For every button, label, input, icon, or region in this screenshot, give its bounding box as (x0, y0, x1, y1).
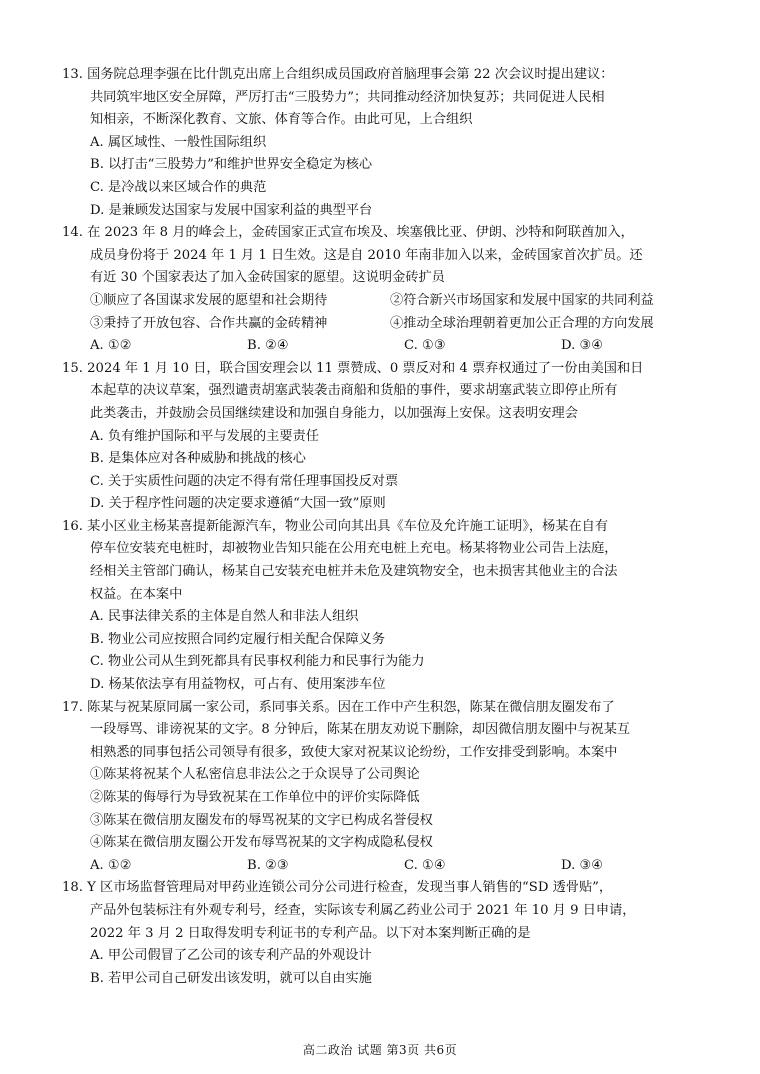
question-block (62, 697, 712, 878)
question-stem-line: 相熟悉的同事包括公司领导有很多，致使大家对祝某议论纷纷，工作安排受到影响。本案中 (90, 744, 618, 760)
answer-option: B. 若甲公司自己研发出该发明，就可以自由实施 (90, 970, 372, 986)
question-stem-line: 经相关主管部门确认，杨某自己安装充电桩并未危及建筑物安全，也未损害其他业主的合法 (90, 564, 618, 580)
question-stem-start: 18. Y 区市场监督管理局对甲药业连锁公司分公司进行检查，发现当事人销售的“SD 透骨贴”， (62, 880, 613, 896)
answer-choice: D. ③④ (561, 857, 604, 873)
question-stem-line: 权益。在本案中 (90, 586, 183, 602)
answer-option: C. 关于实质性问题的决定不得有常任理事国投反对票 (90, 473, 399, 489)
answer-choice: D. ③④ (561, 338, 604, 354)
statement-item: ④推动全球治理朝着更加公正合理的方向发展 (390, 315, 654, 331)
question-block (62, 222, 712, 358)
question-stem-line: 停车位安装充电桩时，却被物业告知只能在公用充电桩上充电。杨某将物业公司告上法庭， (90, 541, 618, 557)
answer-option: B. 以打击“三股势力”和维护世界安全稳定为核心 (90, 157, 373, 173)
statement-item: ②符合新兴市场国家和发展中国家的共同利益 (390, 292, 654, 308)
question-block (62, 64, 712, 222)
statement-item: ②陈某的侮辱行为导致祝某在工作单位中的评价实际降低 (90, 790, 420, 805)
answer-choice: B. ②④ (247, 338, 289, 354)
choice-row (62, 335, 712, 358)
question-stem-start: 15. 2024 年 1 月 10 日，联合国安理会以 11 票赞成、0 票反对和 4 票弃权通过了一份由美国和日 (62, 360, 644, 376)
question-stem-line: 知相亲，不断深化教育、文旅、体育等合作。由此可见，上合组织 (90, 112, 473, 128)
answer-option: B. 物业公司应按照合同约定履行相关配合保障义务 (90, 631, 386, 647)
question-stem-start: 14. 在 2023 年 8 月的峰会上，金砖国家正式宣布埃及、埃塞俄比亚、伊朗、沙特和阿联酋加入， (62, 225, 634, 241)
answer-option: D. 是兼顾发达国家与发展中国家利益的典型平台 (90, 202, 373, 218)
statement-item: ①陈某将祝某个人私密信息非法公之于众误导了公司舆论 (90, 767, 420, 783)
statement-list (62, 290, 712, 335)
answer-option: C. 是冷战以来区域合作的典范 (90, 179, 267, 195)
question-stem-start: 16. 某小区业主杨某喜提新能源汽车，物业公司向其出具《车位及允许施工证明》，杨某在自有 (62, 518, 609, 534)
answer-option: A. 负有维护国际和平与发展的主要责任 (90, 428, 319, 444)
question-block (62, 358, 712, 516)
question-stem-line: 成员身份将于 2024 年 1 月 1 日生效。这是自 2010 年南非加入以来，金砖国家首次扩员。还 (90, 247, 643, 263)
answer-option: A. 属区域性、一般性国际组织 (90, 134, 267, 150)
statement-item: ③秉持了开放包容、合作共赢的金砖精神 (90, 315, 328, 331)
question-block (62, 877, 712, 990)
choice-row (62, 855, 712, 878)
answer-option: B. 是集体应对各种威胁和挑战的核心 (90, 451, 306, 467)
answer-option: A. 民事法律关系的主体是自然人和非法人组织 (90, 609, 359, 625)
answer-choice: A. ①② (90, 338, 132, 354)
statement-item: ③陈某在微信朋友圈发布的辱骂祝某的文字已构成名誉侵权 (90, 812, 433, 828)
question-stem-line: 产品外包装标注有外观专利号，经查，实际该专利属乙药业公司于 2021 年 10 月 9 日申请， (90, 902, 636, 918)
answer-choice: B. ②③ (247, 857, 289, 873)
statement-item: ④陈某在微信朋友圈公开发布辱骂祝某的文字构成隐私侵权 (90, 835, 433, 851)
question-stem-line: 共同筑牢地区安全屏障，严厉打击“三股势力”；共同推动经济加快复苏；共同促进人民相 (90, 89, 605, 105)
question-block (62, 516, 712, 697)
question-stem-line: 此类袭击，并鼓励会员国继续建设和加强自身能力，以加强海上安保。这表明安理会 (90, 405, 578, 421)
question-stem-line: 有近 30 个国家表达了加入金砖国家的愿望。这说明金砖扩员 (90, 270, 445, 286)
answer-option: A. 甲公司假冒了乙公司的该专利产品的外观设计 (90, 948, 372, 964)
question-stem-start: 17. 陈某与祝某原同属一家公司，系同事关系。因在工作中产生积怨，陈某在微信朋友圈发布了 (62, 699, 615, 715)
answer-option: D. 杨某依法享有用益物权，可占有、使用案涉车位 (90, 677, 386, 693)
answer-option: D. 关于程序性问题的决定要求遵循“大国一致”原则 (90, 496, 386, 512)
question-stem-start: 13. 国务院总理李强在比什凯克出席上合组织成员国政府首脑理事会第 22 次会议时提出建议： (62, 67, 614, 82)
statement-list (62, 764, 712, 854)
question-list (62, 64, 712, 990)
answer-choice: C. ①④ (404, 857, 446, 873)
answer-choice: C. ①③ (404, 338, 446, 354)
answer-option: C. 物业公司从生到死都具有民事权利能力和民事行为能力 (90, 654, 425, 670)
question-stem-line: 本起草的决议草案，强烈谴责胡塞武装袭击商船和货船的事件，要求胡塞武装立即停止所有 (90, 383, 618, 399)
answer-choice: A. ①② (90, 857, 132, 873)
statement-item: ①顺应了各国谋求发展的愿望和社会期待 (90, 292, 328, 308)
question-stem-line: 2022 年 3 月 2 日取得发明专利证书的专利产品。以下对本案判断正确的是 (90, 925, 531, 941)
page-footer: 高二政治 试题 第3页 共6页 (302, 1043, 458, 1057)
question-stem-line: 一段辱骂、诽谤祝某的文字。8 分钟后，陈某在朋友劝说下删除，却因微信朋友圈中与祝某互 (90, 722, 631, 738)
